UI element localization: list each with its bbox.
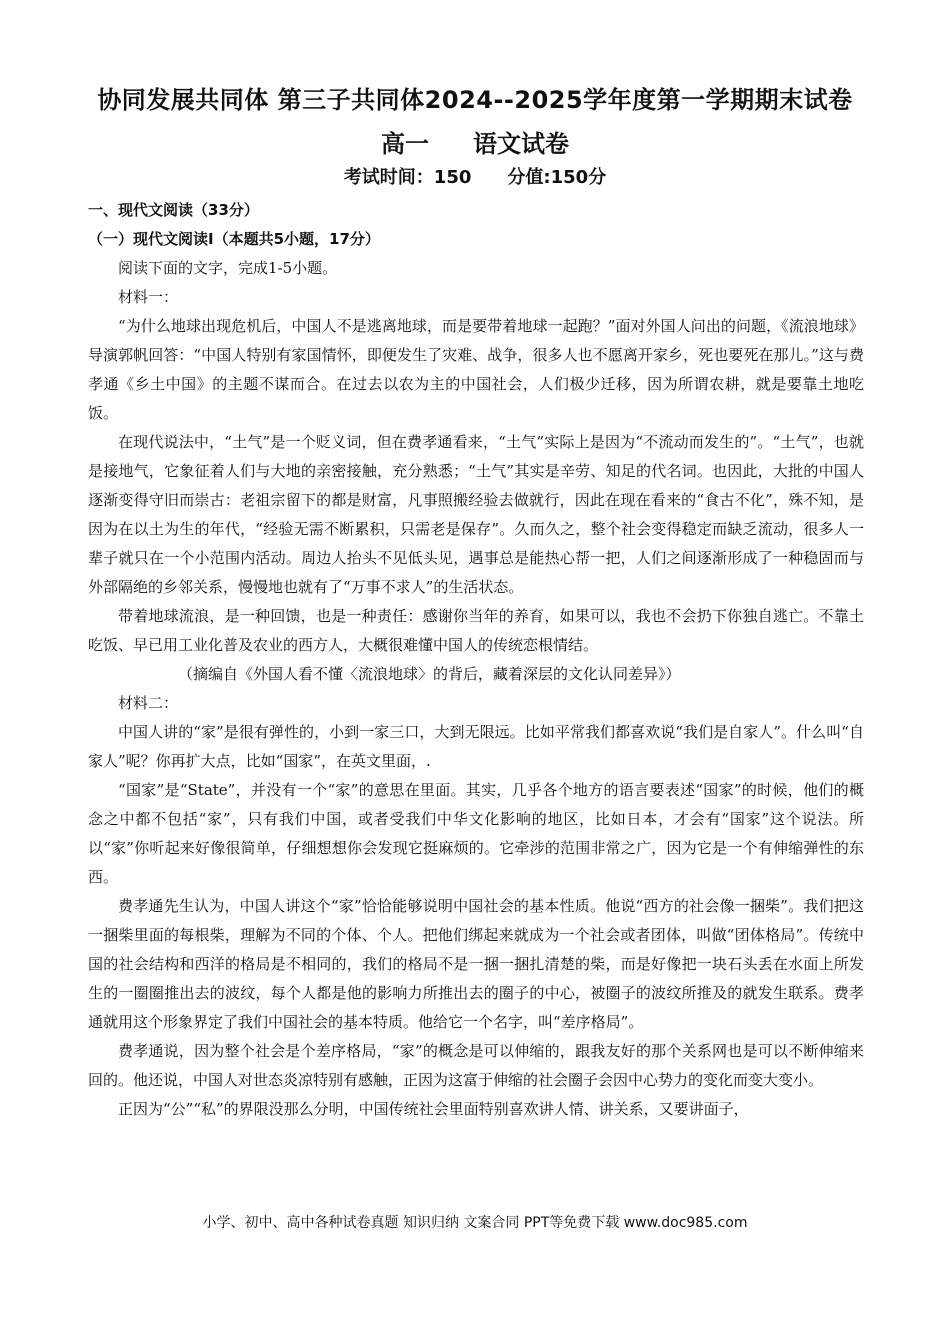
page-footer: 小学、初中、高中各种试卷真题 知识归纳 文案合同 PPT等免费下载 www.doc985.com <box>202 1215 748 1231</box>
material2-paragraph: 中国人讲的“家”是很有弹性的，小到一家三口，大到无限远。比如平常我们都喜欢说“我们是自家人”。什么叫“自家人”呢？你再扩大点，比如“国家”，在英文里面，. <box>88 723 864 770</box>
material2-paragraph: 正因为“公”“私”的界限没那么分明，中国传统社会里面特别喜欢讲人情、讲关系，又要讲面子， <box>118 1100 749 1118</box>
exam-time: 考试时间：150 <box>343 167 472 188</box>
instruction-text: 阅读下面的文字，完成1-5小题。 <box>118 259 338 277</box>
exam-subtitle <box>0 124 950 159</box>
exam-info <box>0 163 950 189</box>
exam-content <box>88 196 864 1124</box>
material1-paragraph: “为什么地球出现危机后，中国人不是逃离地球，而是要带着地球一起跑？”面对外国人问出的问题，《流浪地球》导演郭帆回答：“中国人特别有家国情怀，即便发生了灾难、战争，很多人也不愿离开家乡，死也要死在那儿。”这与费孝通《乡土中国》的主题不谋而合。在过去以农为主的中国社会，人们极少迁移，因为所谓农耕，就是要靠土地吃饭。 <box>88 317 864 422</box>
exam-score: 分值:150分 <box>507 167 607 188</box>
subject-label: 语文试卷 <box>473 130 569 158</box>
material1-paragraph: 带着地球流浪，是一种回馈，也是一种责任：感谢你当年的养育，如果可以，我也不会扔下你独自逃亡。不靠土吃饭、早已用工业化普及农业的西方人，大概很难懂中国人的传统恋根情结。 <box>88 607 864 654</box>
subsection-heading: （一）现代文阅读Ⅰ（本题共5小题，17分） <box>88 230 380 248</box>
material2-paragraph: “国家”是“State”，并没有一个“家”的意思在里面。其实，几乎各个地方的语言要表述“国家”的时候，他们的概念之中都不包括“家”，只有我们中国，或者受我们中华文化影响的地区，比如日本，才会有“国家”这个说法。所以“家”你听起来好像很简单，仔细想想你会发现它挺麻烦的。它牵涉的范围非常之广，因为它是一个有伸缩弹性的东西。 <box>88 781 864 886</box>
section-heading: 一、现代文阅读（33分） <box>88 201 259 219</box>
grade-label: 高一 <box>381 130 429 158</box>
material2-paragraph: 费孝通先生认为，中国人讲这个“家”恰恰能够说明中国社会的基本性质。他说“西方的社会像一捆柴”。我们把这一捆柴里面的每根柴，理解为不同的个体、个人。把他们绑起来就成为一个社会或者团体，叫做“团体格局”。传统中国的社会结构和西洋的格局是不相同的，我们的格局不是一捆一捆扎清楚的柴，而是好像把一块石头丢在水面上所发生的一圈圈推出去的波纹，每个人都是他的影响力所推出去的圈子的中心，被圈子的波纹所推及的就发生联系。费孝通就用这个形象界定了我们中国社会的基本特质。他给它一个名字，叫“差序格局”。 <box>88 897 864 1031</box>
material1-source: （摘编自《外国人看不懂〈流浪地球〉的背后，藏着深层的文化认同差异》） <box>178 665 681 683</box>
material1-paragraph: 在现代说法中，“土气”是一个贬义词，但在费孝通看来，“土气”实际上是因为“不流动而发生的”。“土气”，也就是接地气，它象征着人们与大地的亲密接触，充分熟悉；“土气”其实是辛劳、知足的代名词。也因此，大批的中国人逐渐变得守旧而崇古：老祖宗留下的都是财富，凡事照搬经验去做就行，因此在现在看来的“食古不化”，殊不知，是因为在以土为生的年代，“经验无需不断累积，只需老是保存”。久而久之，整个社会变得稳定而缺乏流动，很多人一辈子就只在一个小范围内活动。周边人抬头不见低头见，遇事总是能热心帮一把，人们之间逐渐形成了一种稳固而与外部隔绝的乡邻关系，慢慢地也就有了“万事不求人”的生活状态。 <box>88 433 864 596</box>
exam-title: 协同发展共同体 第三子共同体2024--2025学年度第一学期期末试卷 <box>97 86 853 114</box>
material2-label: 材料二： <box>118 694 179 712</box>
material2-paragraph: 费孝通说，因为整个社会是个差序格局，“家”的概念是可以伸缩的，跟我友好的那个关系网也是可以不断伸缩来回的。他还说，中国人对世态炎凉特别有感触，正因为这富于伸缩的社会圈子会因中心势力的变化而变大变小。 <box>88 1042 864 1089</box>
material1-label: 材料一： <box>118 288 179 306</box>
